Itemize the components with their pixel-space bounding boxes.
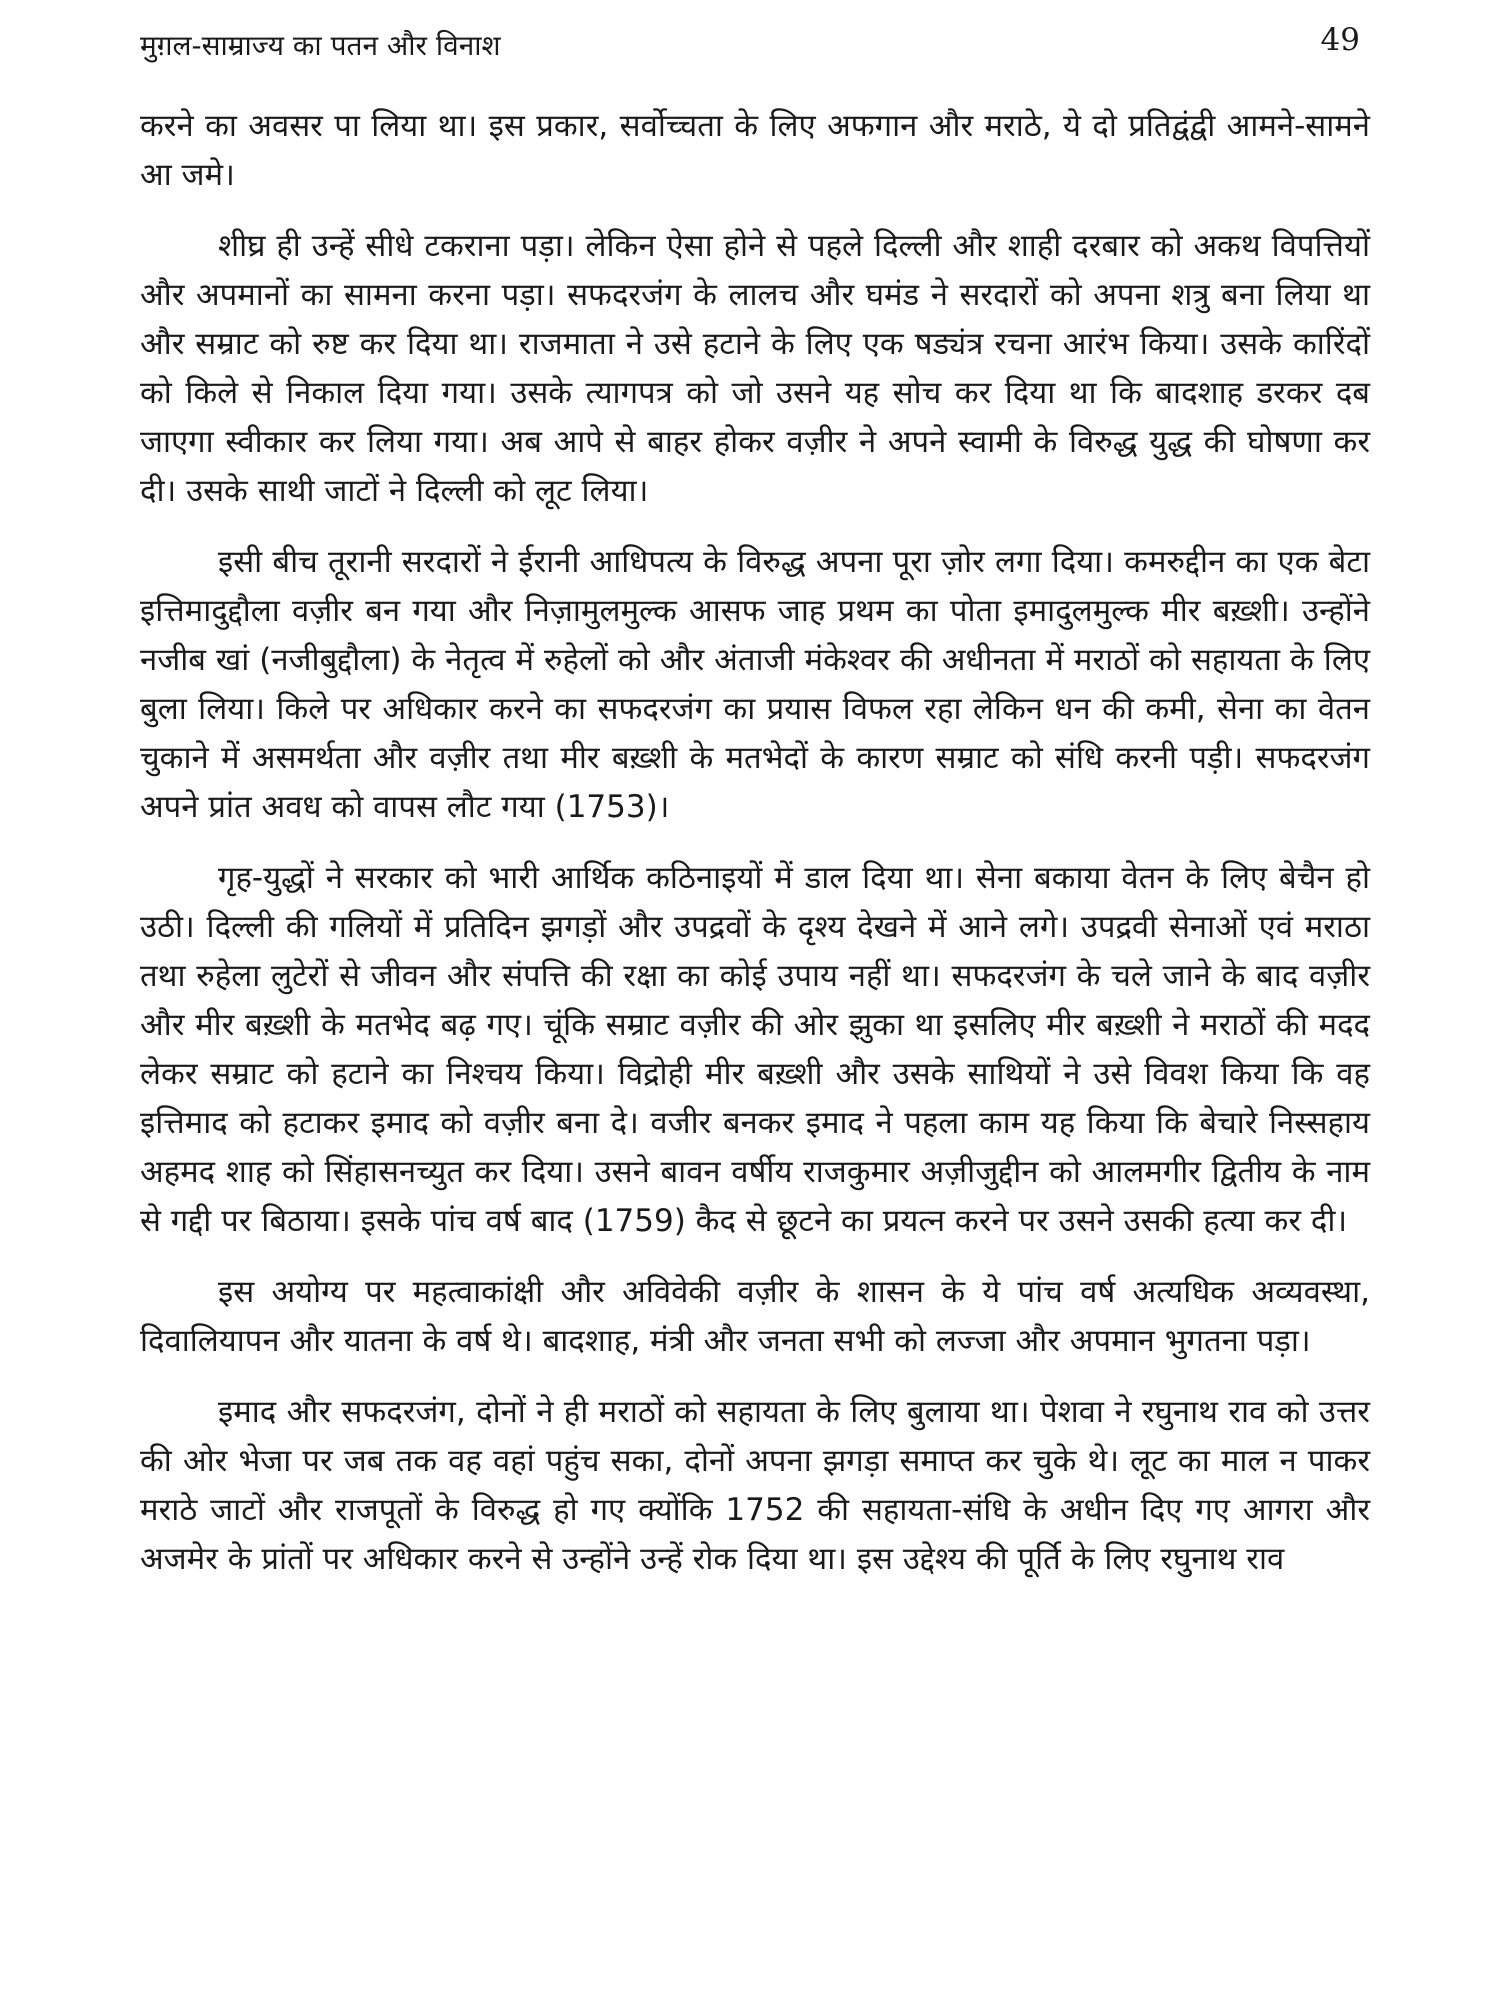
paragraph-6: इमाद और सफदरजंग, दोनों ने ही मराठों को सहायता के लिए बुलाया था। पेशवा ने रघुनाथ राव को उत्तर की ओर भेजा पर जब तक वह वहां पहुंच सका, दोनों अपना झगड़ा समाप्त कर चुके थे। लूट का माल न पाकर मराठे जाटों और राजपूतों के विरुद्ध हो गए क्योंकि 1752 की सहायता-संधि के अधीन दिए गए आगरा और अजमेर के प्रांतों पर अधिकार करने से उन्होंने उन्हें रोक दिया था। इस उद्देश्य की पूर्ति के लिए रघुनाथ राव xyxy=(140,1394,1370,1577)
paragraph-5: इस अयोग्य पर महत्वाकांक्षी और अविवेकी वज़ीर के शासन के ये पांच वर्ष अत्यधिक अव्यवस्था, दिवालियापन और यातना के वर्ष थे। बादशाह, मंत्री और जनता सभी को लज्जा और अपमान भुगतना पड़ा। xyxy=(140,1274,1370,1359)
page-number: 49 xyxy=(1320,22,1360,58)
paragraph-4: गृह-युद्धों ने सरकार को भारी आर्थिक कठिनाइयों में डाल दिया था। सेना बकाया वेतन के लिए बेचैन हो उठी। दिल्ली की गलियों में प्रतिदिन झगड़ों और उपद्रवों के दृश्य देखने में आने लगे। उपद्रवी सेनाओं एवं मराठा तथा रुहेला लुटेरों से जीवन और संपत्ति की रक्षा का कोई उपाय नहीं था। सफदरजंग के चले जाने के बाद वज़ीर और मीर बख़्शी के मतभेद बढ़ गए। चूंकि सम्राट वज़ीर की ओर झुका था इसलिए मीर बख़्शी ने मराठों की मदद लेकर सम्राट को हटाने का निश्चय किया। विद्रोही मीर बख़्शी और उसके साथियों ने उसे विवश किया कि वह इत्तिमाद को हटाकर इमाद को वज़ीर बना दे। वजीर बनकर इमाद ने पहला काम यह किया कि बेचारे निस्सहाय अहमद शाह को सिंहासनच्युत कर दिया। उसने बावन वर्षीय राजकुमार अज़ीजुद्दीन को आलमगीर द्वितीय के नाम से गद्दी पर बिठाया। इसके पांच वर्ष बाद (1759) कैद से छूटने का प्रयत्न करने पर उसने उसकी हत्या कर दी। xyxy=(140,860,1370,1239)
paragraph-2: शीघ्र ही उन्हें सीधे टकराना पड़ा। लेकिन ऐसा होने से पहले दिल्ली और शाही दरबार को अकथ विपत्तियों और अपमानों का सामना करना पड़ा। सफदरजंग के लालच और घमंड ने सरदारों को अपना शत्रु बना लिया था और सम्राट को रुष्ट कर दिया था। राजमाता ने उसे हटाने के लिए एक षड्यंत्र रचना आरंभ किया। उसके कारिंदों को किले से निकाल दिया गया। उसके त्यागपत्र को जो उसने यह सोच कर दिया था कि बादशाह डरकर दब जाएगा स्वीकार कर लिया गया। अब आपे से बाहर होकर वज़ीर ने अपने स्वामी के विरुद्ध युद्ध की घोषणा कर दी। उसके साथी जाटों ने दिल्ली को लूट लिया। xyxy=(140,228,1370,509)
body-text xyxy=(140,102,1370,1606)
running-header xyxy=(140,22,1360,72)
paragraph-1: करने का अवसर पा लिया था। इस प्रकार, सर्वोच्चता के लिए अफगान और मराठे, ये दो प्रतिद्वंद्वी आमने-सामने आ जमे। xyxy=(140,108,1370,193)
paragraph-3: इसी बीच तूरानी सरदारों ने ईरानी आधिपत्य के विरुद्ध अपना पूरा ज़ोर लगा दिया। कमरुद्दीन का एक बेटा इत्तिमादुद्दौला वज़ीर बन गया और निज़ामुलमुल्क आसफ जाह प्रथम का पोता इमादुलमुल्क मीर बख़्शी। उन्होंने नजीब खां (नजीबुद्दौला) के नेतृत्व में रुहेलों को और अंताजी मंकेश्वर की अधीनता में मराठों को सहायता के लिए बुला लिया। किले पर अधिकार करने का सफदरजंग का प्रयास विफल रहा लेकिन धन की कमी, सेना का वेतन चुकाने में असमर्थता और वज़ीर तथा मीर बख़्शी के मतभेदों के कारण सम्राट को संधि करनी पड़ी। सफदरजंग अपने प्रांत अवध को वापस लौट गया (1753)। xyxy=(140,544,1370,825)
running-title: मुग़ल-साम्राज्य का पतन और विनाश xyxy=(140,29,501,62)
